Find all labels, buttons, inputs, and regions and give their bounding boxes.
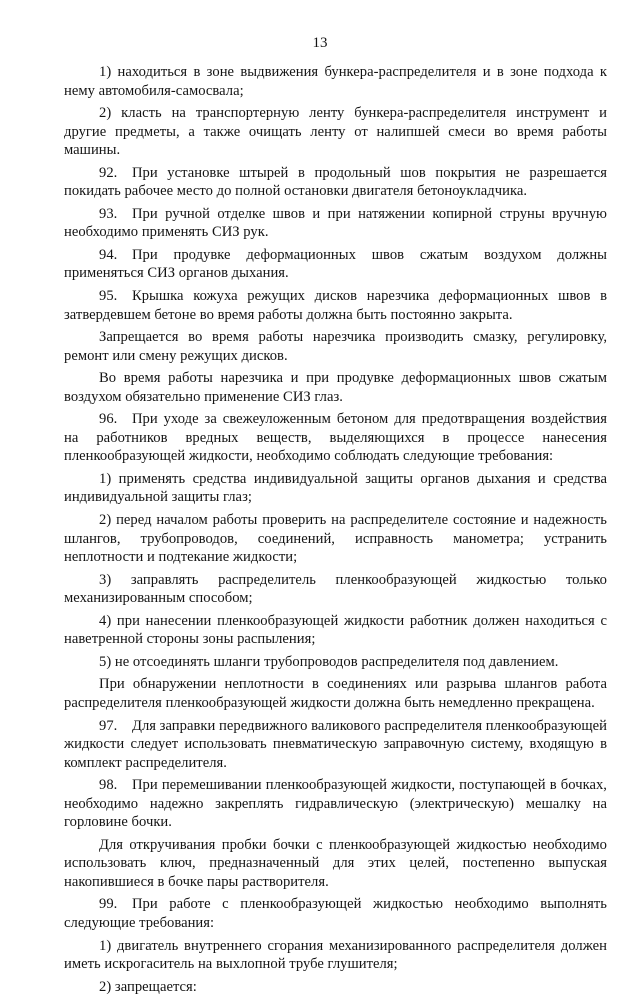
paragraph: 99. При работе с пленкообразующей жидкостью необходимо выполнять следующие требования: [64, 896, 607, 931]
paragraph: 96. При уходе за свежеуложенным бетоном для предотвращения воздействия на работников вредных веществ, выделяющихся в процессе нанесения пленкообразующей жидкости, необходимо соблюдать следующие требования: [64, 411, 607, 465]
paragraph: 2) запрещается: [99, 978, 197, 995]
paragraph: 93. При ручной отделке швов и при натяжении копирной струны вручную необходимо применять СИЗ рук. [64, 205, 607, 241]
paragraph: Запрещается во время работы нарезчика производить смазку, регулировку, ремонт или смену режущих дисков. [64, 329, 607, 364]
paragraph: 95. Крышка кожуха режущих дисков нарезчика деформационных швов в затвердевшем бетоне во время работы должна быть постоянно закрыта. [64, 288, 607, 323]
paragraph: Во время работы нарезчика и при продувке деформационных швов сжатым воздухом обязательно применение СИЗ глаз. [64, 370, 607, 405]
page-number: 13 [312, 35, 328, 51]
paragraph: 1) двигатель внутреннего сгорания механизированного распределителя должен иметь искрогаситель на выхлопной трубе глушителя; [64, 937, 607, 973]
paragraph: Для откручивания пробки бочки с пленкообразующей жидкостью необходимо использовать ключ, предназначенный для этих целей, постепенно выпуская накопившиеся в бочке пары растворителя. [64, 836, 607, 890]
paragraph: 3) заправлять распределитель пленкообразующей жидкостью только механизированным способом; [64, 571, 607, 607]
paragraph: 92. При установке штырей в продольный шов покрытия не разрешается покидать рабочее место до полной остановки двигателя бетоноукладчика. [64, 164, 607, 200]
paragraph: 4) при нанесении пленкообразующей жидкости работник должен находиться с наветренной стороны зоны распыления; [64, 612, 607, 648]
paragraph: При обнаружении неплотности в соединениях или разрыва шлангов работа распределителя пленкообразующей жидкости должна быть немедленно прекращена. [64, 676, 607, 711]
paragraph: 97. Для заправки передвижного валикового распределителя пленкообразующей жидкости следует использовать пневматическую заправочную систему, входящую в комплект распределителя. [64, 717, 607, 771]
paragraph: 94. При продувке деформационных швов сжатым воздухом должны применяться СИЗ органов дыхания. [64, 246, 607, 282]
paragraph: 2) класть на транспортерную ленту бункера-распределителя инструмент и другие предметы, а также очищать ленту от налипшей смеси во время работы машины. [64, 105, 607, 159]
paragraph: 5) не отсоединять шланги трубопроводов распределителя под давлением. [99, 653, 559, 670]
paragraph: 1) находиться в зоне выдвижения бункера-распределителя и в зоне подхода к нему автомобиля-самосвала; [64, 64, 607, 99]
paragraph: 2) перед началом работы проверить на распределителе состояние и надежность шлангов, трубопроводов, соединений, исправность манометра; устранить неплотности и подтекание жидкости; [64, 512, 607, 566]
document-body [64, 63, 607, 996]
paragraph: 1) применять средства индивидуальной защиты органов дыхания и средства индивидуальной защиты глаз; [64, 470, 607, 506]
paragraph: 98. При перемешивании пленкообразующей жидкости, поступающей в бочках, необходимо надежно закреплять гидравлическую (электрическую) мешалку на горловине бочки. [64, 777, 607, 831]
